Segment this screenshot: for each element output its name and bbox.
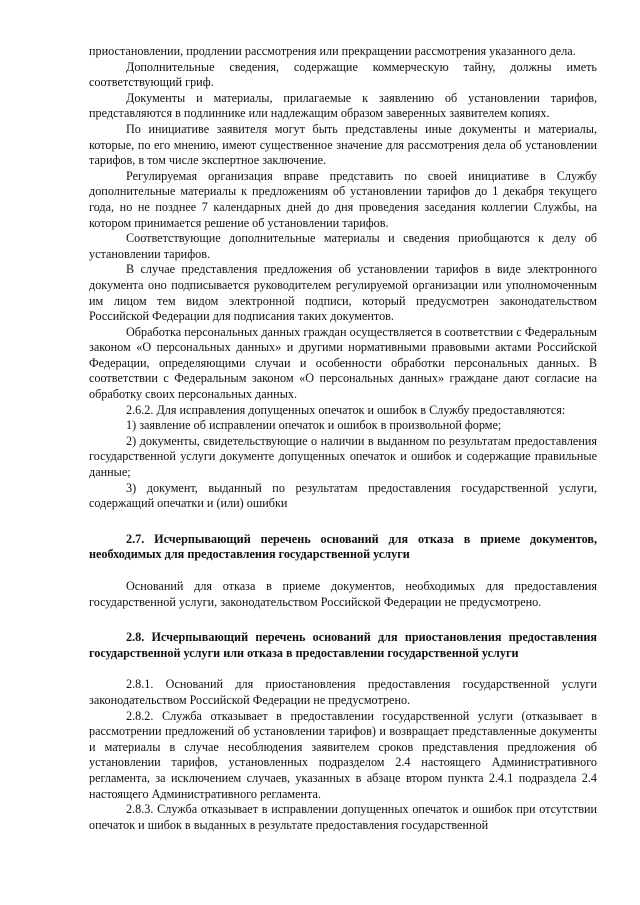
list-item: 2) документы, свидетельствующие о наличии в выданном по результатам предоставления государственной услуги документе допущенных опечаток и ошибок и содержащие правильные данные;: [89, 433, 597, 480]
paragraph: По инициативе заявителя могут быть представлены иные документы и материалы, которые, по его мнению, имеют существенное значение для рассмотрения дела об установлении тарифов, в том числе экспертное заключение.: [89, 121, 597, 168]
section-heading-2-8: 2.8. Исчерпывающий перечень оснований для приостановления предоставления государственной услуги или отказа в предоставлении государственной услуги: [89, 630, 597, 660]
paragraph: 2.8.2. Служба отказывает в предоставлении государственной услуги (отказывает в рассмотрении предложений об установлении тарифов) и возвращает представленные документы и материалы в случае несоблюдения заявителем сроков представления предложения об установлении тарифов, установленных подразделом 2.4 настоящего Административного регламента, за исключением случаев, указанных в абзаце втором пункта 2.4.1 подраздела 2.4 настоящего Административного регламента.: [89, 708, 597, 801]
paragraph: приостановлении, продлении рассмотрения или прекращении рассмотрения указанного дела.: [89, 44, 576, 58]
list-item: 1) заявление об исправлении опечаток и ошибок в произвольной форме;: [126, 418, 502, 433]
paragraph: Обработка персональных данных граждан осуществляется в соответствии с Федеральным законом «О персональных данных» и другими нормативными правовыми актами Российской Федерации, определяющими случаи и особенности обработки персональных данных. В соответствии с Федеральным законом «О персональных данных» граждане дают согласие на обработку своих персональных данных.: [89, 324, 597, 402]
paragraph: Оснований для отказа в приеме документов, необходимых для предоставления государственной услуги, законодательством Российской Федерации не предусмотрено.: [89, 579, 597, 609]
spacer: [89, 661, 597, 677]
paragraph: 2.8.3. Служба отказывает в исправлении допущенных опечаток и ошибок при отсутствии опечаток и шибок в выданных в результате предоставления государственной: [89, 802, 597, 832]
paragraph: Дополнительные сведения, содержащие коммерческую тайну, должны иметь соответствующий гриф.: [89, 59, 597, 90]
document-page: [89, 44, 597, 833]
spacer: [89, 563, 597, 579]
paragraph: Регулируемая организация вправе представить по своей инициативе в Службу дополнительные материалы к предложениям об установлении тарифов до 1 декабря текущего года, но не позднее 7 календарных дней до дня проведения заседания коллегии Службы, на котором принимается решение об установлении тарифов.: [89, 168, 597, 230]
paragraph: В случае представления предложения об установлении тарифов в виде электронного документа оно подписывается руководителем регулируемой организации или уполномоченным им лицом тем видом электронной подписи, который предусмотрен законодательством Российской Федерации для подписания таких документов.: [89, 262, 597, 324]
list-item: 3) документ, выданный по результатам предоставления государственной услуги, содержащий опечатки и (или) ошибки: [89, 480, 597, 511]
paragraph: Соответствующие дополнительные материалы и сведения приобщаются к делу об установлении тарифов.: [89, 231, 597, 261]
paragraph: Документы и материалы, прилагаемые к заявлению об установлении тарифов, представляются в подлиннике или надлежащим образом заверенных заявителем копиях.: [89, 90, 597, 121]
paragraph: 2.6.2. Для исправления допущенных опечаток и ошибок в Службу предоставляются:: [126, 402, 566, 417]
paragraph: 2.8.1. Оснований для приостановления предоставления государственной услуги законодательством Российской Федерации не предусмотрено.: [89, 677, 597, 707]
section-heading-2-7: 2.7. Исчерпывающий перечень оснований для отказа в приеме документов, необходимых для предоставления государственной услуги: [89, 531, 597, 562]
spacer: [89, 512, 597, 532]
spacer: [89, 610, 597, 630]
